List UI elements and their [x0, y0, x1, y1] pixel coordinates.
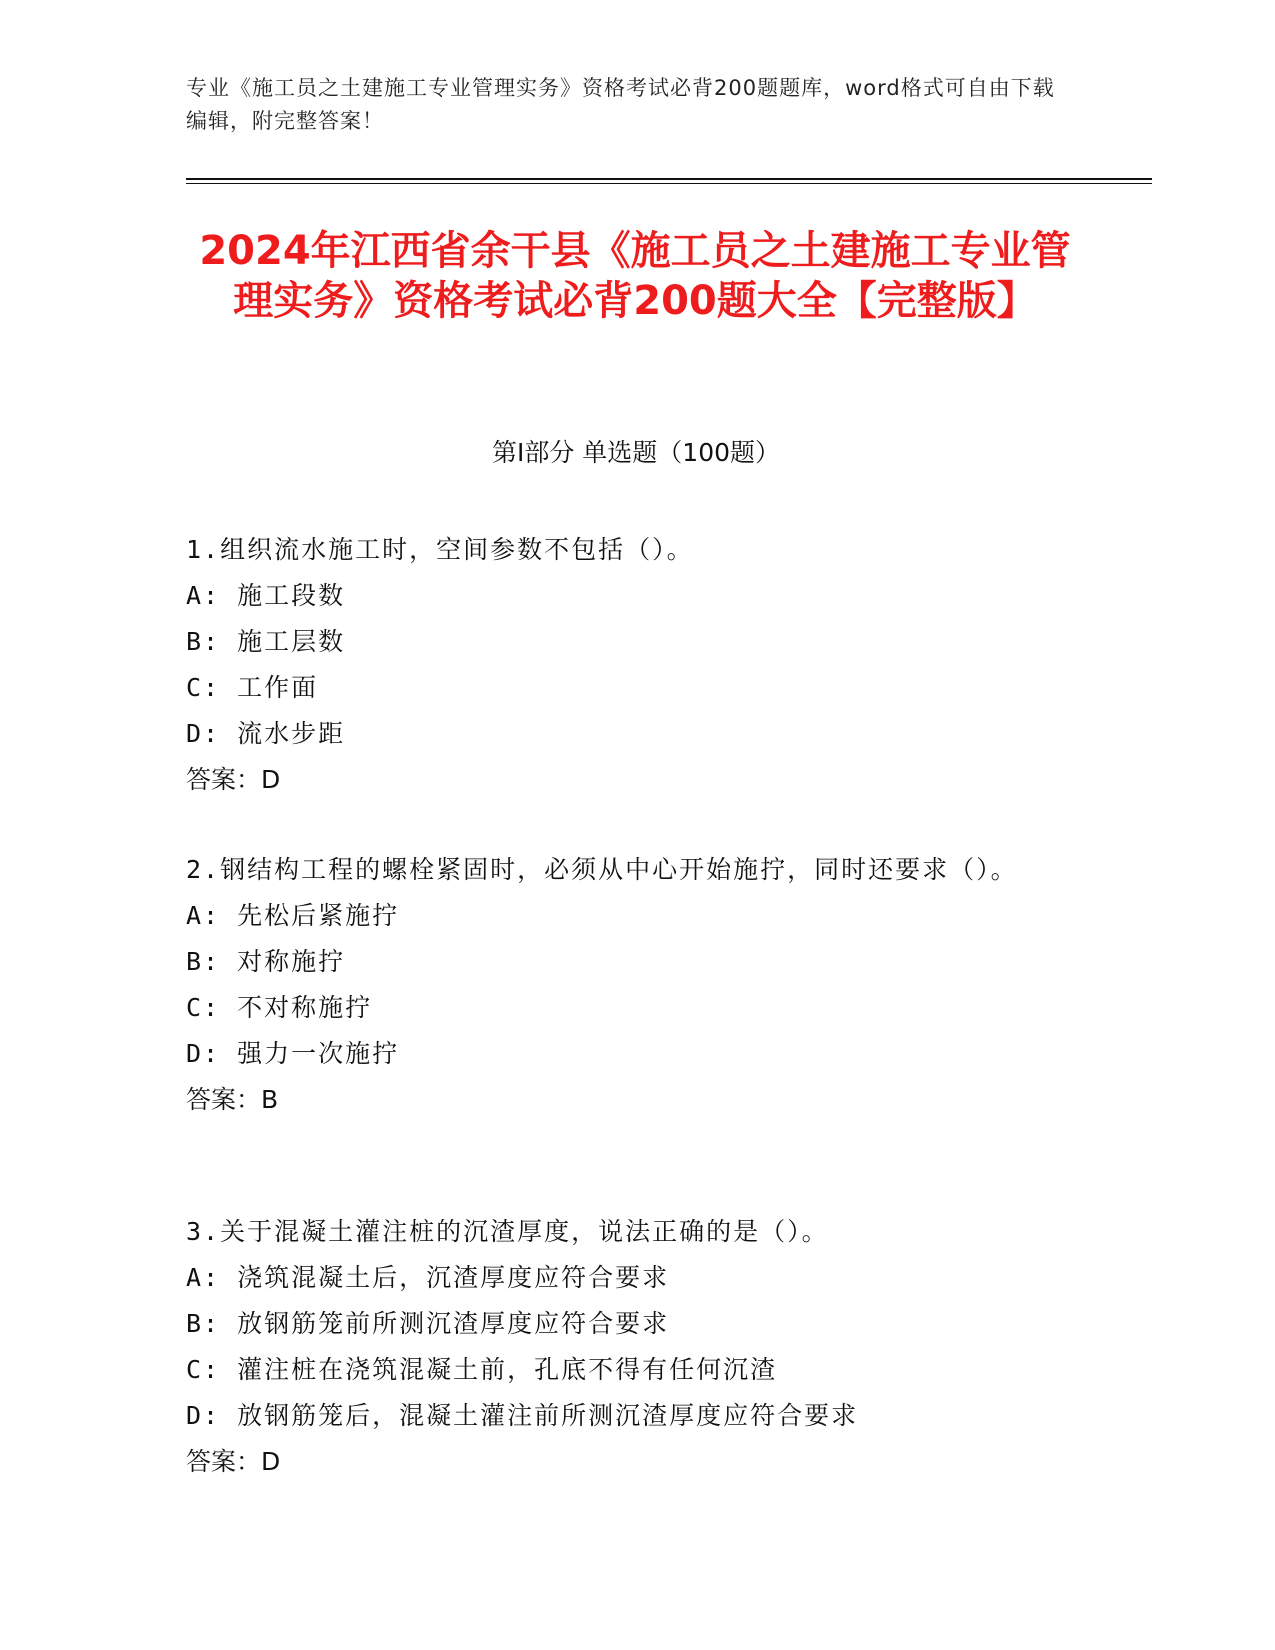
- question-2: [186, 847, 1066, 1123]
- answer: 答案：D: [186, 1447, 281, 1476]
- option-b: B: 施工层数: [186, 627, 346, 656]
- option-b: B: 对称施拧: [186, 947, 346, 976]
- header-rule-thick: [186, 178, 1152, 180]
- option-a: A: 施工段数: [186, 581, 346, 610]
- question-3: [186, 1209, 1066, 1485]
- answer: 答案：B: [186, 1085, 279, 1114]
- question-stem: 2.钢结构工程的螺栓紧固时，必须从中心开始施拧，同时还要求（）。: [186, 855, 1018, 884]
- option-c: C: 不对称施拧: [186, 993, 373, 1022]
- answer: 答案：D: [186, 765, 281, 794]
- option-d: D: 强力一次施拧: [186, 1039, 400, 1068]
- header-rule-thin: [186, 183, 1152, 184]
- option-a: A: 先松后紧施拧: [186, 901, 400, 930]
- option-d: D: 放钢筋笼后，混凝土灌注前所测沉渣厚度应符合要求: [186, 1401, 859, 1430]
- section-title: 第I部分 单选题（100题）: [491, 438, 781, 467]
- question-stem: 1.组织流水施工时，空间参数不包括（）。: [186, 535, 694, 564]
- option-a: A: 浇筑混凝土后，沉渣厚度应符合要求: [186, 1263, 670, 1292]
- header-note: 专业《施工员之土建施工专业管理实务》资格考试必背200题题库，word格式可自由下载编辑，附完整答案！: [186, 76, 1055, 133]
- option-c: C: 工作面: [186, 673, 319, 702]
- option-b: B: 放钢筋笼前所测沉渣厚度应符合要求: [186, 1309, 670, 1338]
- option-d: D: 流水步距: [186, 719, 346, 748]
- question-stem: 3.关于混凝土灌注桩的沉渣厚度，说法正确的是（）。: [186, 1217, 829, 1246]
- option-c: C: 灌注桩在浇筑混凝土前，孔底不得有任何沉渣: [186, 1355, 778, 1384]
- question-1: [186, 527, 1066, 803]
- document-title: 2024年江西省余干县《施工员之土建施工专业管理实务》资格考试必背200题大全【完整版】: [199, 228, 1071, 324]
